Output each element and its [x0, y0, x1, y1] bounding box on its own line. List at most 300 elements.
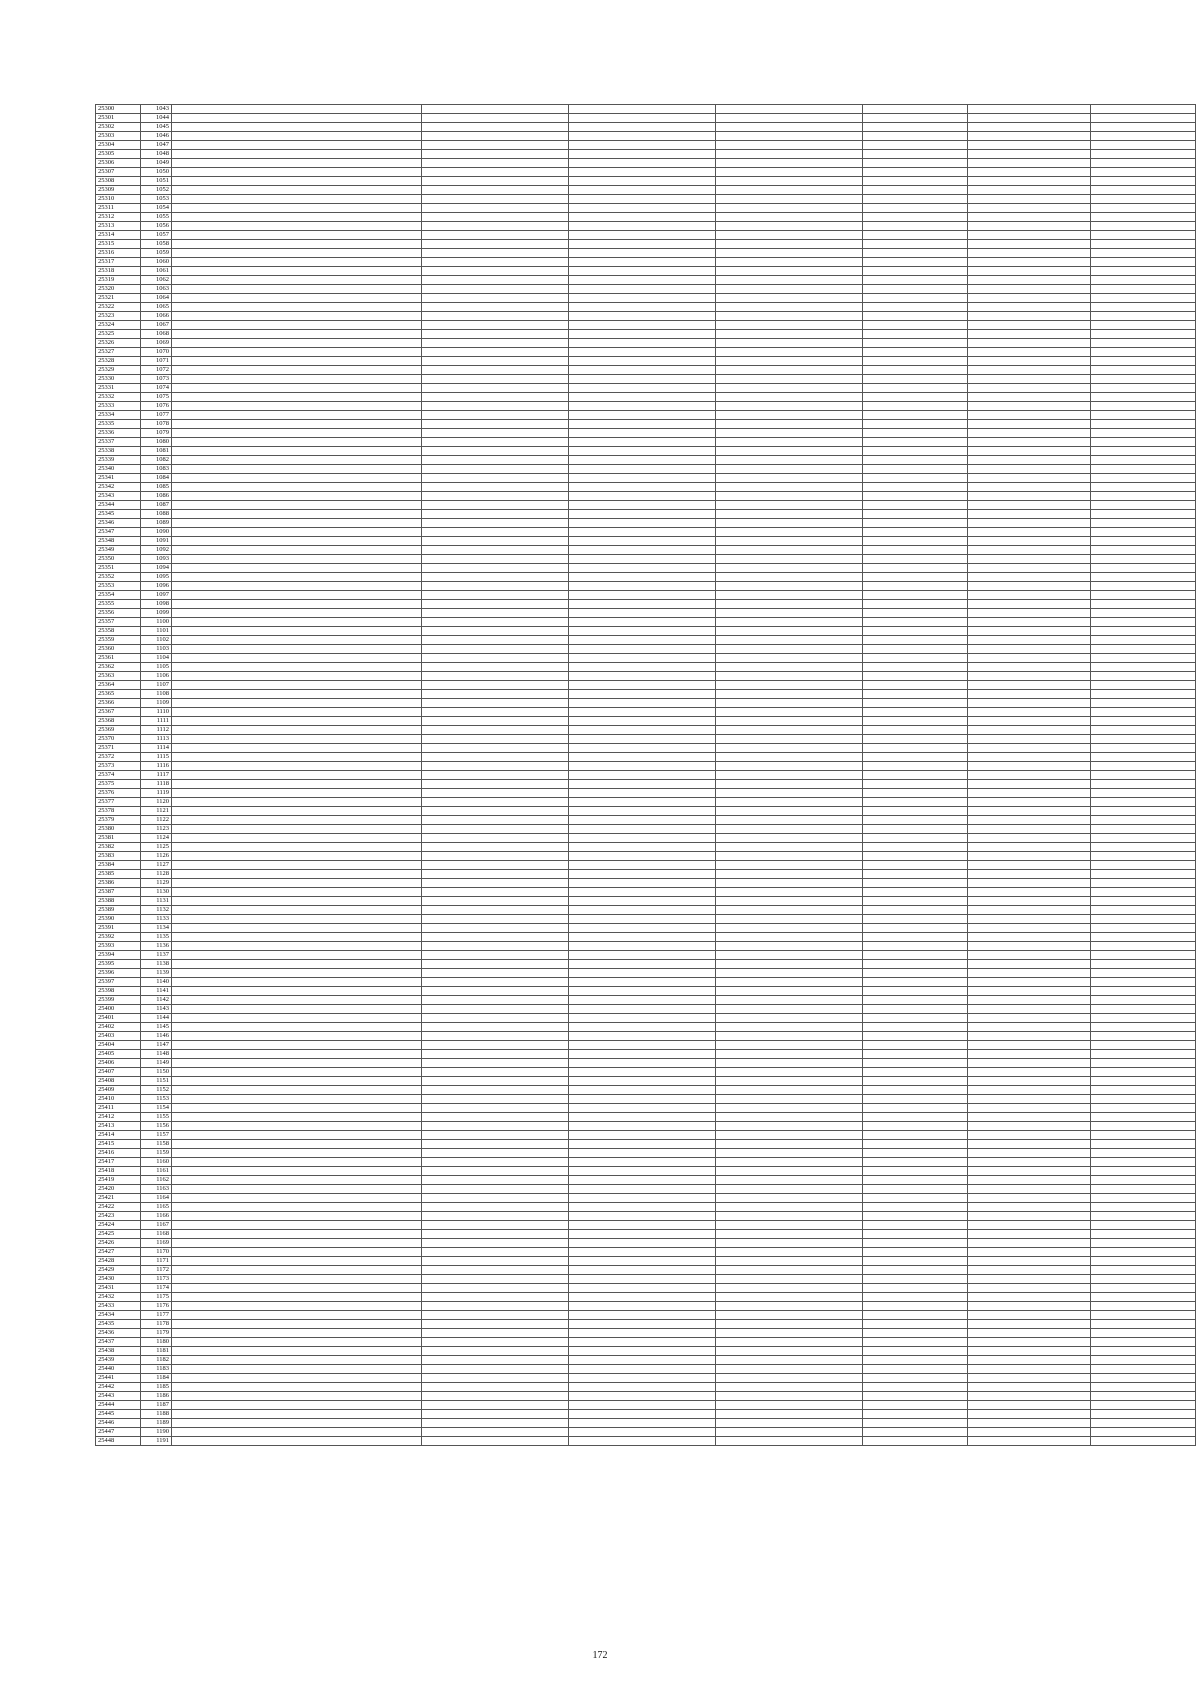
table-row [96, 312, 1196, 321]
period-cell [716, 618, 863, 627]
period-cell [569, 834, 716, 843]
period-cell [422, 1239, 569, 1248]
address-cell [172, 978, 422, 987]
table-row [96, 1428, 1196, 1437]
period-cell [863, 348, 968, 357]
row-number-cell: 1101 [141, 627, 172, 636]
period-cell [569, 321, 716, 330]
table-row [96, 276, 1196, 285]
row-number-cell: 1154 [141, 1104, 172, 1113]
period-cell [422, 357, 569, 366]
period-cell [422, 375, 569, 384]
period-cell [422, 258, 569, 267]
row-number-cell: 1132 [141, 906, 172, 915]
row-id-cell: 25392 [96, 933, 141, 942]
address-cell [172, 1176, 422, 1185]
row-number-cell: 1105 [141, 663, 172, 672]
period-cell [968, 708, 1091, 717]
address-cell [172, 870, 422, 879]
period-cell [1091, 1176, 1196, 1185]
register-table [95, 104, 1196, 1446]
period-cell [422, 1221, 569, 1230]
row-number-cell: 1062 [141, 276, 172, 285]
address-cell [172, 1005, 422, 1014]
table-row [96, 321, 1196, 330]
period-cell [968, 1077, 1091, 1086]
period-cell [863, 159, 968, 168]
period-cell [422, 195, 569, 204]
row-id-cell: 25371 [96, 744, 141, 753]
row-number-cell: 1061 [141, 267, 172, 276]
table-row [96, 726, 1196, 735]
period-cell [968, 546, 1091, 555]
row-number-cell: 1146 [141, 1032, 172, 1041]
row-number-cell: 1108 [141, 690, 172, 699]
period-cell [569, 933, 716, 942]
period-cell [716, 1248, 863, 1257]
period-cell [1091, 1203, 1196, 1212]
period-cell [863, 1068, 968, 1077]
period-cell [569, 537, 716, 546]
row-id-cell: 25365 [96, 690, 141, 699]
period-cell [863, 213, 968, 222]
period-cell [968, 474, 1091, 483]
period-cell [1091, 663, 1196, 672]
row-number-cell: 1052 [141, 186, 172, 195]
period-cell [1091, 357, 1196, 366]
period-cell [863, 1284, 968, 1293]
table-row [96, 105, 1196, 114]
period-cell [569, 609, 716, 618]
period-cell [1091, 1302, 1196, 1311]
period-cell [716, 1428, 863, 1437]
row-id-cell: 25359 [96, 636, 141, 645]
period-cell [569, 1059, 716, 1068]
address-cell [172, 1068, 422, 1077]
period-cell [422, 123, 569, 132]
row-number-cell: 1110 [141, 708, 172, 717]
period-cell [422, 447, 569, 456]
address-cell [172, 519, 422, 528]
address-cell [172, 564, 422, 573]
address-cell [172, 438, 422, 447]
address-cell [172, 987, 422, 996]
period-cell [1091, 861, 1196, 870]
period-cell [968, 978, 1091, 987]
row-id-cell: 25308 [96, 177, 141, 186]
row-id-cell: 25332 [96, 393, 141, 402]
table-row [96, 1131, 1196, 1140]
period-cell [863, 492, 968, 501]
period-cell [1091, 699, 1196, 708]
period-cell [422, 582, 569, 591]
period-cell [716, 780, 863, 789]
address-cell [172, 285, 422, 294]
period-cell [716, 1239, 863, 1248]
period-cell [716, 1221, 863, 1230]
period-cell [968, 699, 1091, 708]
row-number-cell: 1173 [141, 1275, 172, 1284]
period-cell [716, 1023, 863, 1032]
period-cell [569, 591, 716, 600]
address-cell [172, 1086, 422, 1095]
row-number-cell: 1162 [141, 1176, 172, 1185]
period-cell [1091, 1077, 1196, 1086]
period-cell [1091, 240, 1196, 249]
row-number-cell: 1153 [141, 1095, 172, 1104]
row-number-cell: 1113 [141, 735, 172, 744]
period-cell [968, 1221, 1091, 1230]
period-cell [716, 1374, 863, 1383]
period-cell [569, 852, 716, 861]
period-cell [1091, 1275, 1196, 1284]
row-id-cell: 25304 [96, 141, 141, 150]
period-cell [1091, 897, 1196, 906]
period-cell [968, 663, 1091, 672]
period-cell [422, 762, 569, 771]
period-cell [968, 447, 1091, 456]
period-cell [968, 672, 1091, 681]
period-cell [968, 951, 1091, 960]
period-cell [716, 303, 863, 312]
period-cell [716, 204, 863, 213]
period-cell [716, 672, 863, 681]
table-row [96, 1005, 1196, 1014]
period-cell [716, 519, 863, 528]
row-number-cell: 1080 [141, 438, 172, 447]
period-cell [716, 1338, 863, 1347]
period-cell [1091, 483, 1196, 492]
period-cell [968, 1410, 1091, 1419]
period-cell [569, 1419, 716, 1428]
row-number-cell: 1115 [141, 753, 172, 762]
period-cell [968, 789, 1091, 798]
period-cell [422, 321, 569, 330]
period-cell [968, 141, 1091, 150]
period-cell [716, 1122, 863, 1131]
period-cell [716, 915, 863, 924]
period-cell [716, 1041, 863, 1050]
row-number-cell: 1102 [141, 636, 172, 645]
row-id-cell: 25345 [96, 510, 141, 519]
period-cell [968, 555, 1091, 564]
row-number-cell: 1120 [141, 798, 172, 807]
period-cell [569, 249, 716, 258]
row-id-cell: 25369 [96, 726, 141, 735]
period-cell [968, 429, 1091, 438]
period-cell [569, 105, 716, 114]
address-cell [172, 1311, 422, 1320]
period-cell [968, 249, 1091, 258]
period-cell [569, 987, 716, 996]
period-cell [569, 708, 716, 717]
period-cell [968, 1095, 1091, 1104]
address-cell [172, 195, 422, 204]
row-number-cell: 1066 [141, 312, 172, 321]
row-number-cell: 1114 [141, 744, 172, 753]
period-cell [968, 1239, 1091, 1248]
period-cell [422, 483, 569, 492]
period-cell [863, 1365, 968, 1374]
row-number-cell: 1143 [141, 1005, 172, 1014]
period-cell [968, 825, 1091, 834]
period-cell [569, 1392, 716, 1401]
period-cell [863, 1059, 968, 1068]
period-cell [422, 1437, 569, 1446]
period-cell [569, 564, 716, 573]
table-row [96, 942, 1196, 951]
address-cell [172, 861, 422, 870]
period-cell [569, 1293, 716, 1302]
row-number-cell: 1100 [141, 618, 172, 627]
period-cell [1091, 1338, 1196, 1347]
period-cell [716, 681, 863, 690]
period-cell [863, 816, 968, 825]
period-cell [569, 1140, 716, 1149]
period-cell [569, 1176, 716, 1185]
period-cell [863, 573, 968, 582]
table-row [96, 330, 1196, 339]
row-number-cell: 1095 [141, 573, 172, 582]
address-cell [172, 1365, 422, 1374]
table-row [96, 537, 1196, 546]
row-number-cell: 1133 [141, 915, 172, 924]
period-cell [863, 1167, 968, 1176]
row-number-cell: 1172 [141, 1266, 172, 1275]
period-cell [1091, 492, 1196, 501]
period-cell [968, 852, 1091, 861]
period-cell [863, 591, 968, 600]
period-cell [422, 384, 569, 393]
row-id-cell: 25353 [96, 582, 141, 591]
period-cell [968, 897, 1091, 906]
period-cell [569, 132, 716, 141]
period-cell [1091, 753, 1196, 762]
period-cell [863, 978, 968, 987]
row-number-cell: 1069 [141, 339, 172, 348]
period-cell [716, 699, 863, 708]
period-cell [1091, 1239, 1196, 1248]
row-number-cell: 1085 [141, 483, 172, 492]
period-cell [863, 528, 968, 537]
period-cell [569, 330, 716, 339]
period-cell [968, 690, 1091, 699]
period-cell [569, 906, 716, 915]
row-number-cell: 1145 [141, 1023, 172, 1032]
period-cell [1091, 546, 1196, 555]
table-row [96, 1266, 1196, 1275]
table-row [96, 816, 1196, 825]
period-cell [422, 681, 569, 690]
row-number-cell: 1044 [141, 114, 172, 123]
period-cell [863, 672, 968, 681]
address-cell [172, 1302, 422, 1311]
table-row [96, 978, 1196, 987]
table-row [96, 861, 1196, 870]
period-cell [569, 501, 716, 510]
period-cell [569, 510, 716, 519]
address-cell [172, 294, 422, 303]
period-cell [1091, 375, 1196, 384]
table-row [96, 564, 1196, 573]
period-cell [422, 1167, 569, 1176]
period-cell [569, 204, 716, 213]
period-cell [968, 717, 1091, 726]
period-cell [968, 483, 1091, 492]
row-id-cell: 25407 [96, 1068, 141, 1077]
address-cell [172, 492, 422, 501]
row-number-cell: 1096 [141, 582, 172, 591]
period-cell [569, 1239, 716, 1248]
period-cell [569, 681, 716, 690]
period-cell [968, 1005, 1091, 1014]
period-cell [422, 1320, 569, 1329]
row-id-cell: 25390 [96, 915, 141, 924]
period-cell [716, 159, 863, 168]
row-id-cell: 25394 [96, 951, 141, 960]
period-cell [968, 231, 1091, 240]
address-cell [172, 402, 422, 411]
row-number-cell: 1144 [141, 1014, 172, 1023]
period-cell [422, 1140, 569, 1149]
table-row [96, 357, 1196, 366]
address-cell [172, 1194, 422, 1203]
period-cell [1091, 1374, 1196, 1383]
period-cell [422, 564, 569, 573]
period-cell [422, 951, 569, 960]
row-number-cell: 1088 [141, 510, 172, 519]
period-cell [1091, 1212, 1196, 1221]
period-cell [716, 753, 863, 762]
period-cell [422, 546, 569, 555]
period-cell [716, 285, 863, 294]
period-cell [422, 528, 569, 537]
table-row [96, 888, 1196, 897]
period-cell [1091, 1050, 1196, 1059]
period-cell [422, 735, 569, 744]
table-row [96, 1221, 1196, 1230]
period-cell [968, 843, 1091, 852]
period-cell [1091, 537, 1196, 546]
period-cell [569, 870, 716, 879]
row-number-cell: 1051 [141, 177, 172, 186]
period-cell [422, 753, 569, 762]
period-cell [569, 303, 716, 312]
row-id-cell: 25320 [96, 285, 141, 294]
period-cell [1091, 807, 1196, 816]
period-cell [863, 519, 968, 528]
period-cell [716, 420, 863, 429]
row-number-cell: 1141 [141, 987, 172, 996]
row-number-cell: 1185 [141, 1383, 172, 1392]
period-cell [863, 339, 968, 348]
period-cell [716, 267, 863, 276]
period-cell [422, 492, 569, 501]
period-cell [968, 1050, 1091, 1059]
row-id-cell: 25442 [96, 1383, 141, 1392]
period-cell [716, 249, 863, 258]
row-number-cell: 1134 [141, 924, 172, 933]
address-cell [172, 1221, 422, 1230]
period-cell [422, 1023, 569, 1032]
period-cell [569, 240, 716, 249]
period-cell [716, 258, 863, 267]
period-cell [863, 114, 968, 123]
row-id-cell: 25439 [96, 1356, 141, 1365]
row-number-cell: 1177 [141, 1311, 172, 1320]
period-cell [569, 969, 716, 978]
period-cell [569, 483, 716, 492]
period-cell [716, 834, 863, 843]
table-row [96, 474, 1196, 483]
period-cell [716, 555, 863, 564]
row-number-cell: 1078 [141, 420, 172, 429]
row-number-cell: 1060 [141, 258, 172, 267]
period-cell [968, 1419, 1091, 1428]
row-number-cell: 1055 [141, 213, 172, 222]
period-cell [422, 591, 569, 600]
period-cell [569, 429, 716, 438]
table-row [96, 1293, 1196, 1302]
row-id-cell: 25408 [96, 1077, 141, 1086]
period-cell [1091, 825, 1196, 834]
row-id-cell: 25327 [96, 348, 141, 357]
address-cell [172, 105, 422, 114]
period-cell [863, 312, 968, 321]
row-number-cell: 1124 [141, 834, 172, 843]
row-id-cell: 25405 [96, 1050, 141, 1059]
address-cell [172, 1437, 422, 1446]
row-id-cell: 25418 [96, 1167, 141, 1176]
row-number-cell: 1111 [141, 717, 172, 726]
table-row [96, 915, 1196, 924]
address-cell [172, 501, 422, 510]
row-number-cell: 1180 [141, 1338, 172, 1347]
period-cell [968, 114, 1091, 123]
period-cell [1091, 528, 1196, 537]
address-cell [172, 753, 422, 762]
period-cell [422, 1041, 569, 1050]
period-cell [968, 312, 1091, 321]
period-cell [569, 1383, 716, 1392]
row-id-cell: 25313 [96, 222, 141, 231]
address-cell [172, 411, 422, 420]
period-cell [569, 474, 716, 483]
period-cell [863, 1140, 968, 1149]
period-cell [968, 1194, 1091, 1203]
period-cell [1091, 429, 1196, 438]
address-cell [172, 528, 422, 537]
period-cell [716, 978, 863, 987]
table-row [96, 231, 1196, 240]
period-cell [716, 114, 863, 123]
period-cell [863, 906, 968, 915]
table-row [96, 519, 1196, 528]
table-row [96, 213, 1196, 222]
period-cell [863, 294, 968, 303]
row-number-cell: 1099 [141, 609, 172, 618]
period-cell [716, 1392, 863, 1401]
table-row [96, 1356, 1196, 1365]
period-cell [968, 906, 1091, 915]
row-number-cell: 1068 [141, 330, 172, 339]
period-cell [863, 888, 968, 897]
period-cell [716, 1320, 863, 1329]
address-cell [172, 555, 422, 564]
table-row [96, 375, 1196, 384]
period-cell [569, 1122, 716, 1131]
period-cell [968, 213, 1091, 222]
